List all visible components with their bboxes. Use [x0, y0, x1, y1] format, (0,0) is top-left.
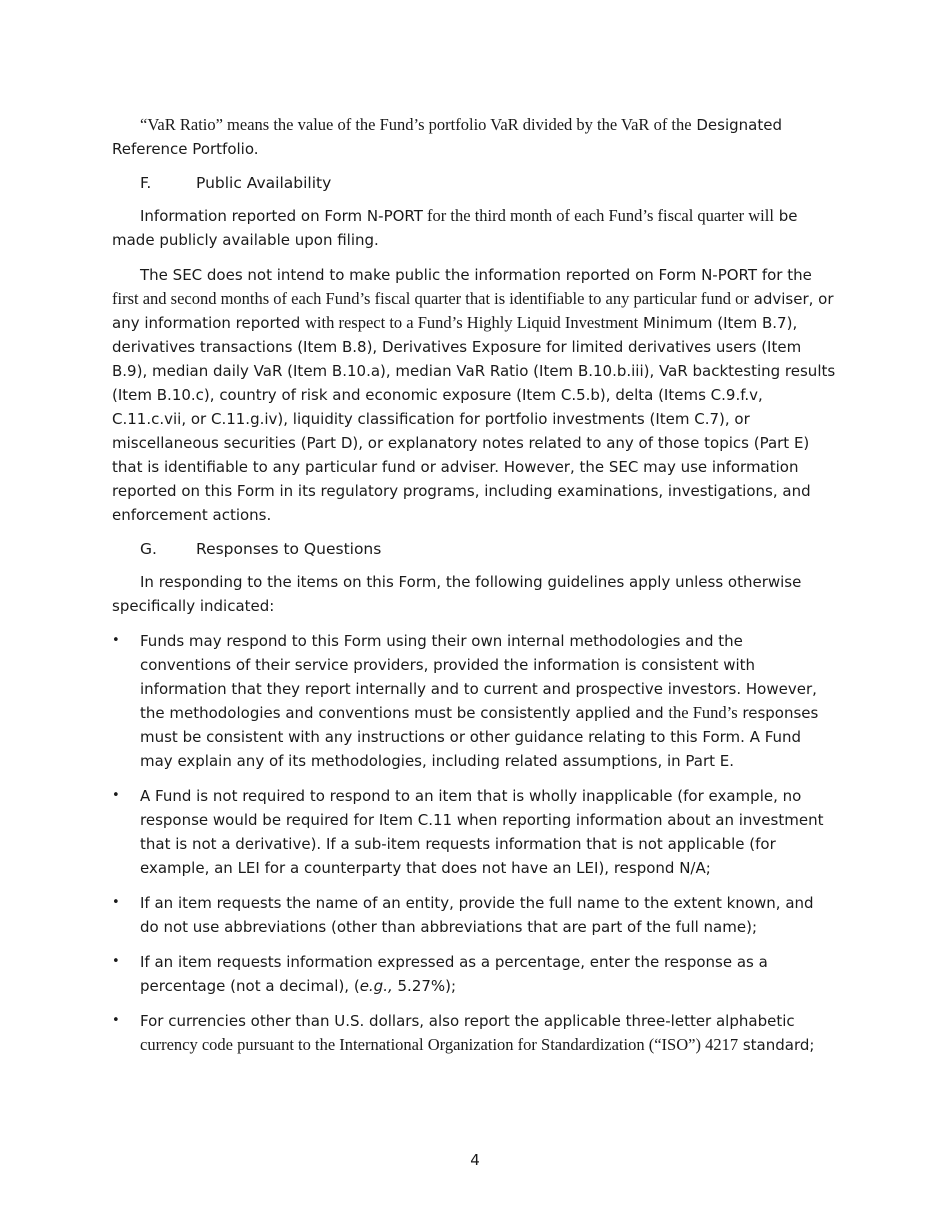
section-f-p2-a: The SEC does not intend to make public the information reported on Form N-PORT for the — [140, 266, 812, 284]
list-item — [112, 891, 836, 939]
var-ratio-definition — [112, 113, 836, 161]
guideline-4-a: If an item requests information expressed as a percentage, enter the response as a percentage (not a decimal), ( — [140, 953, 768, 995]
guideline-1-b: the Fund’s — [668, 703, 738, 722]
section-g-title: Responses to Questions — [196, 540, 382, 558]
var-ratio-text-serif: “VaR Ratio” means the value of the Fund’s portfolio VaR divided by the VaR of the — [140, 115, 692, 134]
guideline-1-c: responses must be consistent with any instructions or other guidance relating to this Form. A Fund may explain any of its methodologies, including related assumptions, in Part E. — [140, 704, 819, 770]
guideline-4-emphasis: e.g., — [359, 977, 393, 995]
section-f-letter: F. — [140, 174, 152, 192]
section-g-letter: G. — [140, 540, 157, 558]
list-item — [112, 1009, 836, 1057]
page-number: 4 — [470, 1151, 480, 1169]
section-f-p2-d: with respect to a Fund’s Highly Liquid Investment — [305, 313, 639, 332]
guideline-5-a: For currencies other than U.S. dollars, also report the applicable three-letter alphabetic — [140, 1012, 795, 1030]
section-f-title: Public Availability — [196, 174, 332, 192]
list-item — [112, 629, 836, 773]
section-f-paragraph-2 — [112, 263, 836, 527]
page-content — [112, 113, 836, 1068]
section-f-p2-c: adviser, or any information reported — [112, 290, 834, 332]
section-f-paragraph-1 — [112, 204, 836, 252]
guideline-5-b: currency code pursuant to the International Organization for Standardization (“ISO”) 4217 — [140, 1035, 739, 1054]
bullet-icon: • — [112, 633, 120, 648]
section-f-p2-e: Minimum (Item B.7), derivatives transactions (Item B.8), Derivatives Exposure for limited derivatives users (Item B.9), median daily VaR (Item B.10.a), median VaR Ratio (Item B.10.b.iii), VaR backtesting results (Item B.10.c), country of risk and economic exposure (Item C.5.b), delta (Items C.9.f.v, C.11.c.vii, or C.11.g.iv), liquidity classification for portfolio investments (Item C.7), or miscellaneous securities (Part D), or explanatory notes related to any of those topics (Part E) that is identifiable to any particular fund or adviser. However, the SEC may use information reported on this Form in its regulatory programs, including examinations, investigations, and enforcement actions. — [112, 314, 836, 524]
section-f-p1-c: be made publicly available upon filing. — [112, 207, 798, 249]
section-g-intro: In responding to the items on this Form, the following guidelines apply unless otherwise specifically indicated: — [112, 573, 802, 615]
section-g-heading — [112, 538, 836, 560]
section-f-p1-a: Information reported on Form N-PORT — [140, 207, 423, 225]
guideline-2: A Fund is not required to respond to an item that is wholly inapplicable (for example, no response would be required for Item C.11 when reporting information about an investment that is not a derivative). If a sub-item requests information that is not applicable (for example, an LEI for a counterparty that does not have an LEI), respond N/A; — [140, 787, 824, 877]
guideline-4-b: 5.27%); — [392, 977, 457, 995]
bullet-icon: • — [112, 954, 120, 969]
bullet-icon: • — [112, 1013, 120, 1028]
list-item — [112, 784, 836, 880]
list-item — [112, 950, 836, 998]
bullet-icon: • — [112, 895, 120, 910]
guideline-5-c: standard; — [738, 1036, 815, 1054]
guideline-1-a: Funds may respond to this Form using their own internal methodologies and the conventions of their service providers, provided the information is consistent with information that they report internally and to current and prospective investors. However, the methodologies and conventions must be consistently applied and — [140, 632, 817, 722]
var-ratio-text: Designated Reference Portfolio. — [112, 116, 782, 158]
guidelines-list — [112, 629, 836, 1057]
bullet-icon: • — [112, 788, 120, 803]
section-f-p1-b: for the third month of each Fund’s fiscal quarter will — [422, 206, 774, 225]
guideline-3: If an item requests the name of an entity, provide the full name to the extent known, and do not use abbreviations (other than abbreviations that are part of the full name); — [140, 894, 814, 936]
section-f-heading — [112, 172, 836, 194]
section-f-p2-b: first and second months of each Fund’s fiscal quarter that is identifiable to any particular fund or — [112, 289, 749, 308]
